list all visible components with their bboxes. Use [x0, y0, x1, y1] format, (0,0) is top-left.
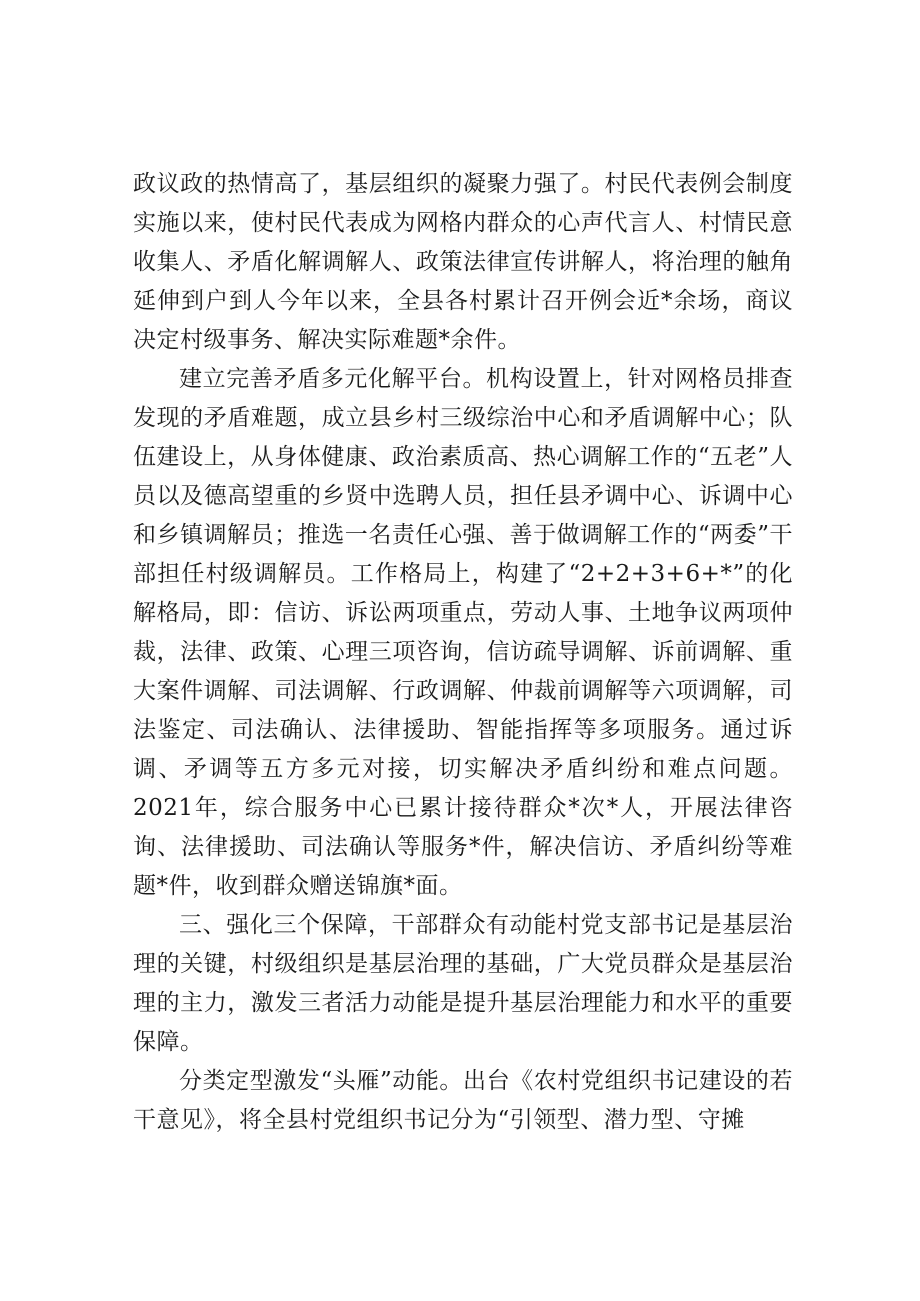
paragraph-continuation: 政议政的热情高了，基层组织的凝聚力强了。村民代表例会制度实施以来，使村民代表成为网格内群众的心声代言人、村情民意收集人、矛盾化解调解人、政策法律宣传讲解人，将治理的触角延伸到户到人今年以来，全县各村累计召开例会近*余场，商议决定村级事务、解决实际难题*余件。 — [133, 171, 793, 353]
document-body — [133, 165, 793, 1140]
paragraph-mediation-platform: 建立完善矛盾多元化解平台。机构设置上，针对网格员排查发现的矛盾难题，成立县乡村三级综治中心和矛盾调解中心；队伍建设上，从身体健康、政治素质高、热心调解工作的“五老”人员以及德高望重的乡贤中选聘人员，担任县矛调中心、诉调中心和乡镇调解员；推选一名责任心强、善于做调解工作的“两委”干部担任村级调解员。工作格局上，构建了“2+2+3+6+*”的化解格局，即：信访、诉讼两项重点，劳动人事、土地争议两项仲裁，法律、政策、心理三项咨询，信访疏导调解、诉前调解、重大案件调解、司法调解、行政调解、仲裁前调解等六项调解，司法鉴定、司法确认、法律援助、智能指挥等多项服务。通过诉调、矛调等五方多元对接，切实解决矛盾纠纷和难点问题。2021年，综合服务中心已累计接待群众*次*人，开展法律咨询、法律援助、司法确认等服务*件，解决信访、矛盾纠纷等难题*件，收到群众赠送锦旗*面。 — [133, 366, 793, 899]
paragraph-three-guarantees: 三、强化三个保障，干部群众有动能村党支部书记是基层治理的关键，村级组织是基层治理的基础，广大党员群众是基层治理的主力，激发三者活力动能是提升基层治理能力和水平的重要保障。 — [133, 912, 793, 1055]
paragraph-head-goose: 分类定型激发“头雁”动能。出台《农村党组织书记建设的若干意见》，将全县村党组织书记分为“引领型、潜力型、守摊 — [133, 1068, 793, 1133]
